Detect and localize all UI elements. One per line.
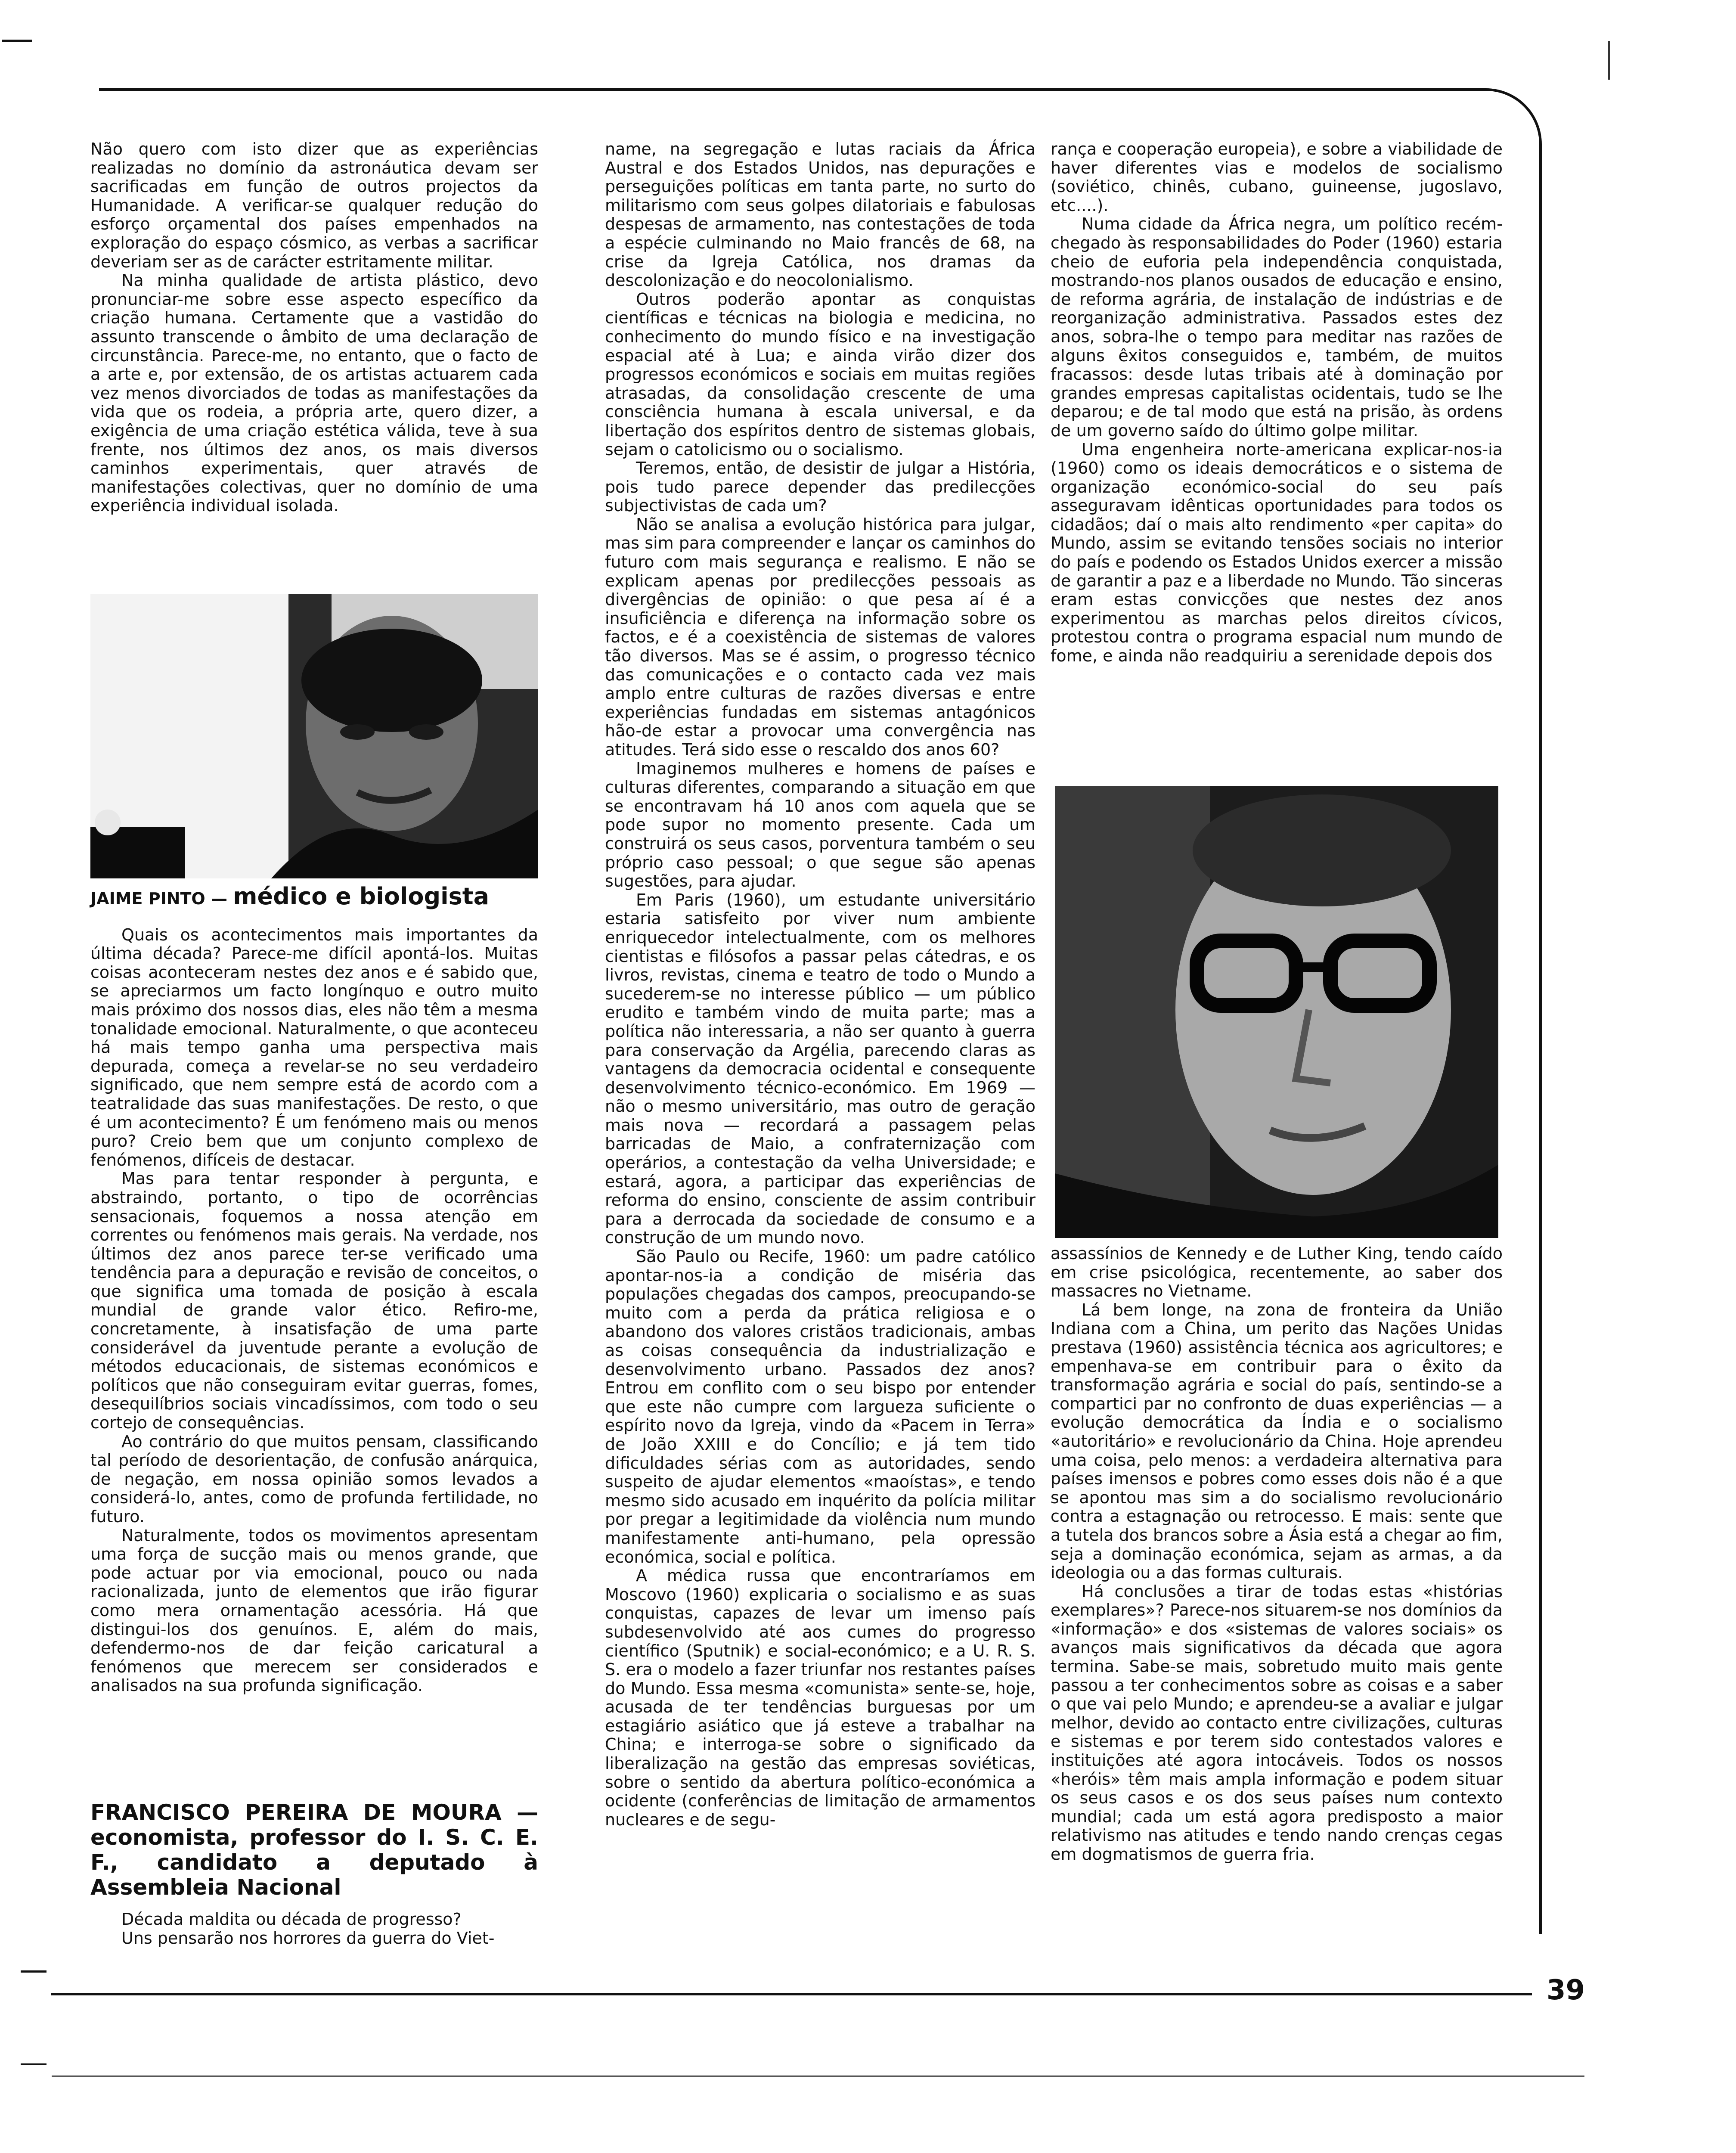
paragraph: name, na segregação e lutas raciais da África Austral e dos Estados Unidos, nas depurações e perseguições políticas em tanta parte, no surto do militarismo com seus golpes dilatoriais e fabulosas despesas de armamento, nas contestações de toda a espécie culminando no Maio francês de 68, na crise da Igreja Católica, nos dramas da descolonização e do neocolonialismo. [605, 140, 1035, 290]
paragraph: rança e cooperação europeia), e sobre a viabilidade de haver diferentes vias e modelos de socialismo (soviético, chinês, cubano, guineense, jugoslavo, etc....). [1051, 140, 1503, 215]
moura-portrait [1055, 786, 1498, 1238]
paragraph: Ao contrário do que muitos pensam, classificando tal período de desorientação, de confusão anárquica, de negação, em nossa opinião somos levados a considerá-lo, antes, como de profunda fertilidade, no futuro. [90, 1432, 538, 1526]
paragraph: Há conclusões a tirar de todas estas «histórias exemplares»? Parece-nos situarem-se nos domínios da «informação» e dos «sistemas de valores sociais» os avanços mais significativos da década que agora termina. Sabe-se mais, sobretudo muito mais gente passou a ter conhecimentos sobre as coisas e a saber o que vai pelo Mundo; e aprendeu-se a avaliar e julgar melhor, devido ao contacto entre civilizações, culturas e sistemas e por terem sido contestados valores e instituições até agora intocáveis. Todos os nossos «heróis» têm mais ampla informação e podem situar os seus casos e os dos seus países num contexto mundial; cada um está agora predisposto a maior relativismo nas atitudes e tendo nando crenças cegas em dogmatismos de guerra fria. [1051, 1582, 1503, 1864]
jaime-pinto-role: médico e biologista [233, 883, 490, 910]
paragraph: Outros poderão apontar as conquistas científicas e técnicas na biologia e medicina, no conhecimento do mundo físico e na investigação espacial até à Lua; e ainda virão dizer dos progressos económicos e sociais em muitas regiões atrasadas, da consolidação crescente de uma consciência humana à escala universal, e da libertação dos espíritos dentro de sistemas globais, sejam o catolicismo ou o socialismo. [605, 289, 1035, 459]
paragraph: Não quero com isto dizer que as experiências realizadas no domínio da astronáutica devam ser sacrificadas em função de outros projectos da Humanidade. A verificar-se qualquer redução do esforço orçamental dos países empenhados na exploração do espaço cósmico, as verbas a sacrificar deveriam ser as de carácter estritamente militar. [90, 140, 538, 271]
paragraph: Lá bem longe, na zona de fronteira da União Indiana com a China, um perito das Nações Unidas prestava (1960) assistência técnica aos agricultores; e empenhava-se em contribuir para o êxito da transformação agrária e social do país, sentindo-se a compartici par no confronto de duas experiências — a evolução democrática da Índia e o socialismo «autoritário» e revolucionário da China. Hoje aprendeu uma coisa, pelo menos: a verdadeira alternativa para países imensos e pobres como esses dois não é a que se apontou mas sim a do socialismo revolucionário contra a estagnação ou retrocesso. E mais: sente que a tutela dos brancos sobre a Ásia está a chegar ao fim, seja a dominação económica, sejam as armas, a da ideologia ou a das formas culturais. [1051, 1300, 1503, 1582]
bottom-rule [51, 1993, 1532, 1995]
paragraph: Naturalmente, todos os movimentos apresentam uma força de sucção mais ou menos grande, que pode actuar por via emocional, pouco ou nada racionalizada, junto de elementos que irão figurar como mera ornamentação acessória. Há que distingui-los dos genuínos. E, além do mais, defendermo-nos de dar feição caricatural a fenómenos que merecem ser considerados e analisados na sua profunda significação. [90, 1526, 538, 1695]
paragraph: Quais os acontecimentos mais importantes da última década? Parece-me difícil apontá-los. Muitas coisas aconteceram nestes dez anos e é sabido que, se apreciarmos um facto longínquo e outro muito mais próximo dos nossos dias, eles não têm a mesma tonalidade emocional. Naturalmente, o que aconteceu há mais tempo ganha uma perspectiva mais depurada, começa a revelar-se no seu verdadeiro significado, que nem sempre está de acordo com a teatralidade das suas manifestações. De resto, o que é um acontecimento? É um fenómeno mais ou menos puro? Creio bem que um conjunto complexo de fenómenos, difíceis de destacar. [90, 925, 538, 1170]
moura-name: FRANCISCO PEREIRA DE MOURA [90, 1800, 502, 1825]
heading-dash: — [211, 889, 227, 908]
left-margin-mark [21, 1970, 46, 1973]
paragraph: Mas para tentar responder à pergunta, e abstraindo, portanto, o tipo de ocorrências sensacionais, foquemos a nossa atenção em correntes ou fenómenos mais gerais. Na verdade, nos últimos dez anos parece ter-se verificado uma tendência para a depuração e revisão de conceitos, o que significa uma tomada de posição à escala mundial de grande valor ético. Refiro-me, concretamente, à insatisfação de uma parte considerável da juventude perante a evolução de métodos educacionais, de sistemas económicos e políticos que não conseguiram evitar guerras, fomes, desequilíbrios sociais vincadíssimos, com todo o seu cortejo de consequências. [90, 1169, 538, 1433]
paragraph: assassínios de Kennedy e de Luther King, tendo caído em crise psicológica, recentemente, ao saber dos massacres no Vietname. [1051, 1244, 1503, 1301]
paragraph: Não se analisa a evolução histórica para julgar, mas sim para compreender e lançar os caminhos do futuro com mais segurança e realismo. E não se explicam apenas por predilecções pessoais as divergências de opinião: o que pesa aí é a insuficiência e diferença na informação sobre os factos, e é a coexistência de sistemas de valores tão diversos. Mas se é assim, o progresso técnico das comunicações e o contacto cada vez mais amplo entre culturas de razões diversas e entre experiências fundadas em sistemas antagónicos hão-de estar a provocar uma convergência nas atitudes. Terá sido esse o rescaldo dos anos 60? [605, 515, 1035, 759]
paragraph: Uns pensarão nos horrores da guerra do Viet- [121, 1928, 495, 1948]
column-1-jaime-section [90, 883, 538, 1695]
paragraph: Em Paris (1960), um estudante universitário estaria satisfeito por viver num ambiente enriquecedor intelectualmente, com os melhores cientistas e filósofos a passar pelas cátedras, e os livros, revistas, cinema e teatro de todo o Mundo a sucederem-se no interesse público — um público erudito e também vindo de muita parte; mas a política não interessaria, a não ser quanto à guerra para conservação da Argélia, parecendo claras as vantagens da democracia ocidental e consequente desenvolvimento técnico-económico. Em 1969 — não o mesmo universitário, mas outro de geração mais nova — recordará a passagem pelas barricadas de Maio, a confraternização com operários, a contestação da velha Universidade; e estará, agora, a participar das experiências de reforma do ensino, consciente de assim contribuir para a derrocada da sociedade de consumo e a construção de um mundo novo. [605, 890, 1035, 1247]
column-3-bottom [1051, 1244, 1503, 1864]
column-1-moura-section [90, 1800, 538, 1948]
top-right-tick-mark [1608, 41, 1610, 80]
portrait-illustration [1055, 786, 1498, 1238]
paragraph: A médica russa que encontraríamos em Moscovo (1960) explicaria o socialismo e as suas conquistas, capazes de levar um imenso país subdesenvolvido até aos cumes do progresso científico (Sputnik) e social-económico; e a U. R. S. S. era o modelo a fazer triunfar nos restantes países do Mundo. Essa mesma «comunista» sente-se, hoje, acusada de ter tendências burguesas por um estagiário asiático que já esteve a trabalhar na China; e interroga-se sobre o significado da liberalização na gestão das empresas soviéticas, sobre o sentido da abertura político-económica a ocidente (conferências de limitação de armamentos nucleares e de segu- [605, 1566, 1035, 1829]
paragraph: Imaginemos mulheres e homens de países e culturas diferentes, comparando a situação em que se encontravam há 10 anos com aquela que se pode supor no momento presente. Cada um construirá os seus casos, porventura também o seu próprio caso pessoal; o que segue são apenas sugestões, para ajudar. [605, 759, 1035, 891]
left-margin-mark-2 [21, 2063, 46, 2065]
column-3-top [1051, 140, 1503, 666]
portrait-illustration [90, 594, 538, 878]
paragraph: Na minha qualidade de artista plástico, devo pronunciar-me sobre esse aspecto específico da criação humana. Certamente que a vastidão do assunto transcende o âmbito de uma declaração de circunstância. Parece-me, no entanto, que o facto de a arte e, por extensão, de os artistas actuarem cada vez menos divorciados de todas as manifestações da vida que os rodeia, a própria arte, quero dizer, a exigência de uma criação estética válida, teve à sua frente, nos últimos dez anos, os mais diversos caminhos experimentais, quer através de manifestações colectivas, quer no domínio de uma experiência individual isolada. [90, 271, 538, 515]
paragraph: Numa cidade da África negra, um político recém-chegado às responsabilidades do Poder (1960) estaria cheio de euforia pela independência conquistada, mostrando-nos planos ousados de educação e ensino, de reforma agrária, de instalação de indústrias e de reorganização administrativa. Passados estes dez anos, sobra-lhe o tempo para meditar nas razões de alguns êxitos conseguidos e, também, de muitos fracassos: desde lutas tribais até à dominação por grandes empresas capitalistas ocidentais, tudo se lhe deparou; e de tal modo que está na prisão, às ordens de um governo saído do último golpe militar. [1051, 214, 1503, 440]
paragraph: Teremos, então, de desistir de julgar a História, pois tudo parece depender das predilecções subjectivistas de cada um? [605, 459, 1035, 515]
paragraph: Uma engenheira norte-americana explicar-nos-ia (1960) como os ideais democráticos e o sistema de organização económico-social do seu país asseguravam idênticas oportunidades para todos os cidadãos; daí o mais alto rendimento «per capita» do Mundo, assim se evitando tensões sociais no interior do país e podendo os Estados Unidos exercer a missão de garantir a paz e a liberdade no Mundo. Tão sinceras eram estas convicções que nestes dez anos experimentou as marchas pelos direitos cívicos, protestou contra o programa espacial num mundo de fome, e ainda não readquiriu a serenidade depois dos [1051, 440, 1503, 666]
corner-registration-mark [2, 40, 32, 42]
page-number: 39 [1547, 1974, 1585, 2006]
jaime-pinto-portrait [90, 594, 538, 878]
column-1-intro [90, 140, 538, 515]
paragraph: Década maldita ou década de progresso? [121, 1910, 462, 1929]
bottom-rule-faint [52, 2075, 1584, 2077]
jaime-pinto-heading [90, 883, 538, 910]
jaime-pinto-name: JAIME PINTO [90, 889, 205, 908]
column-2 [605, 140, 1035, 1829]
paragraph: São Paulo ou Recife, 1960: um padre católico apontar-nos-ia a condição de miséria das populações chegadas dos campos, preocupando-se muito com a perda da prática religiosa e o abandono dos valores cristãos tradicionais, ambas as coisas consequência da industrialização e desenvolvimento urbano. Passados dez anos? Entrou em conflito com o seu bispo por entender que este não cumpre com largueza suficiente o espírito novo da Igreja, vindo da «Pacem in Terra» de João XXIII e do Concílio; e já tem tido dificuldades sérias com as autoridades, sendo suspeito de ajudar elementos «maoístas», e tendo mesmo sido acusado em inquérito da polícia militar por pregar a legitimidade da violência num mundo manifestamente anti-humano, pela opressão económica, social e política. [605, 1247, 1035, 1567]
moura-heading [90, 1800, 538, 1900]
moura-role: —economista, professor do I. S. C. E. F., candidato a deputado à Assembleia Nacional [90, 1800, 538, 1900]
